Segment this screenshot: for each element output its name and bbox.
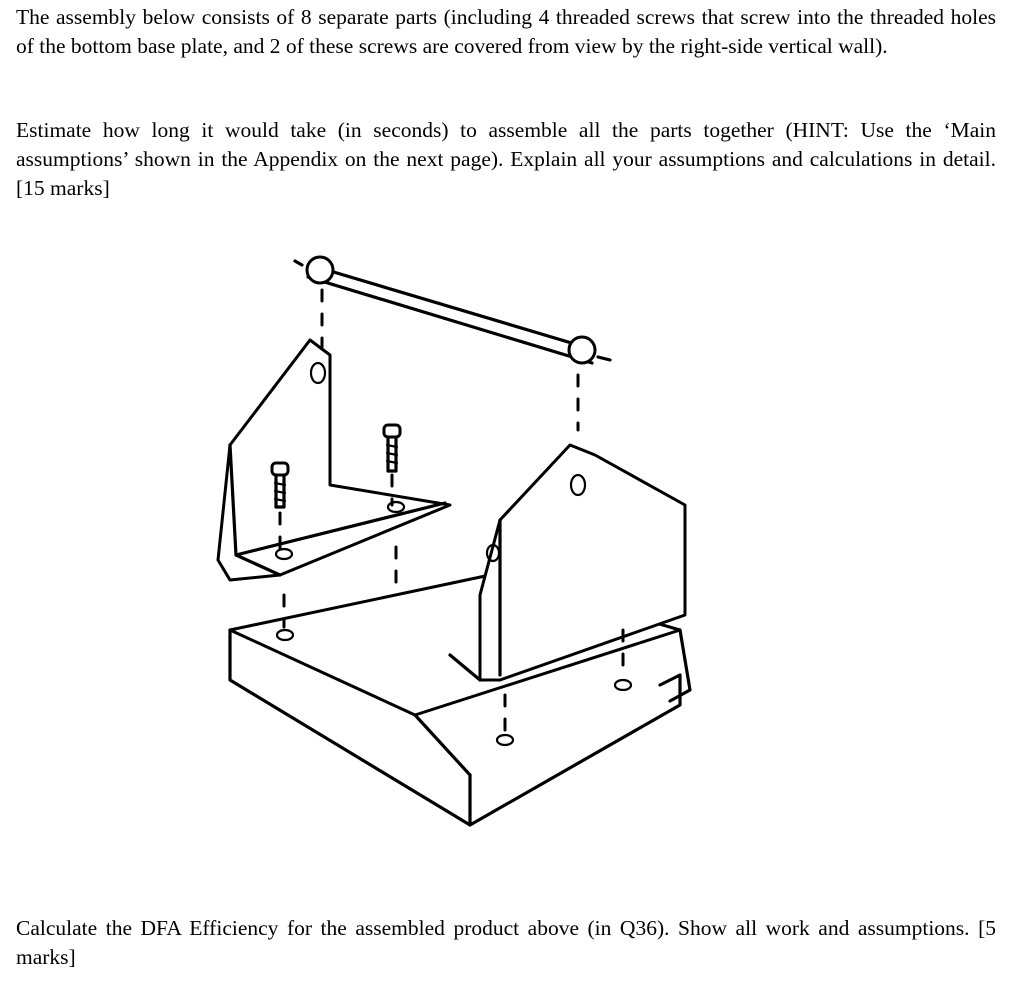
shaft-drawing — [295, 257, 610, 363]
question-paragraph-estimate: Estimate how long it would take (in seconds) to assemble all the parts together (HINT: Use the ‘Main assumptions’ shown in the Appendix on the next page). Explain all your assumptions and calculations in detail. [15 marks] — [16, 118, 996, 200]
left-wall-drawing — [218, 340, 450, 580]
right-wall-drawing — [450, 445, 685, 680]
exploded-assembly-drawing-icon — [200, 235, 720, 855]
question-paragraph-parts: The assembly below consists of 8 separate parts (including 4 threaded screws that screw into the threaded holes of the bottom base plate, and 2 of these screws are covered from view by the right-side vertical wall). — [16, 5, 996, 58]
dfa-efficiency-question: Calculate the DFA Efficiency for the assembled product above (in Q36). Show all work and assumptions. [5 marks] — [16, 916, 996, 969]
screw-middle-drawing — [384, 425, 400, 471]
